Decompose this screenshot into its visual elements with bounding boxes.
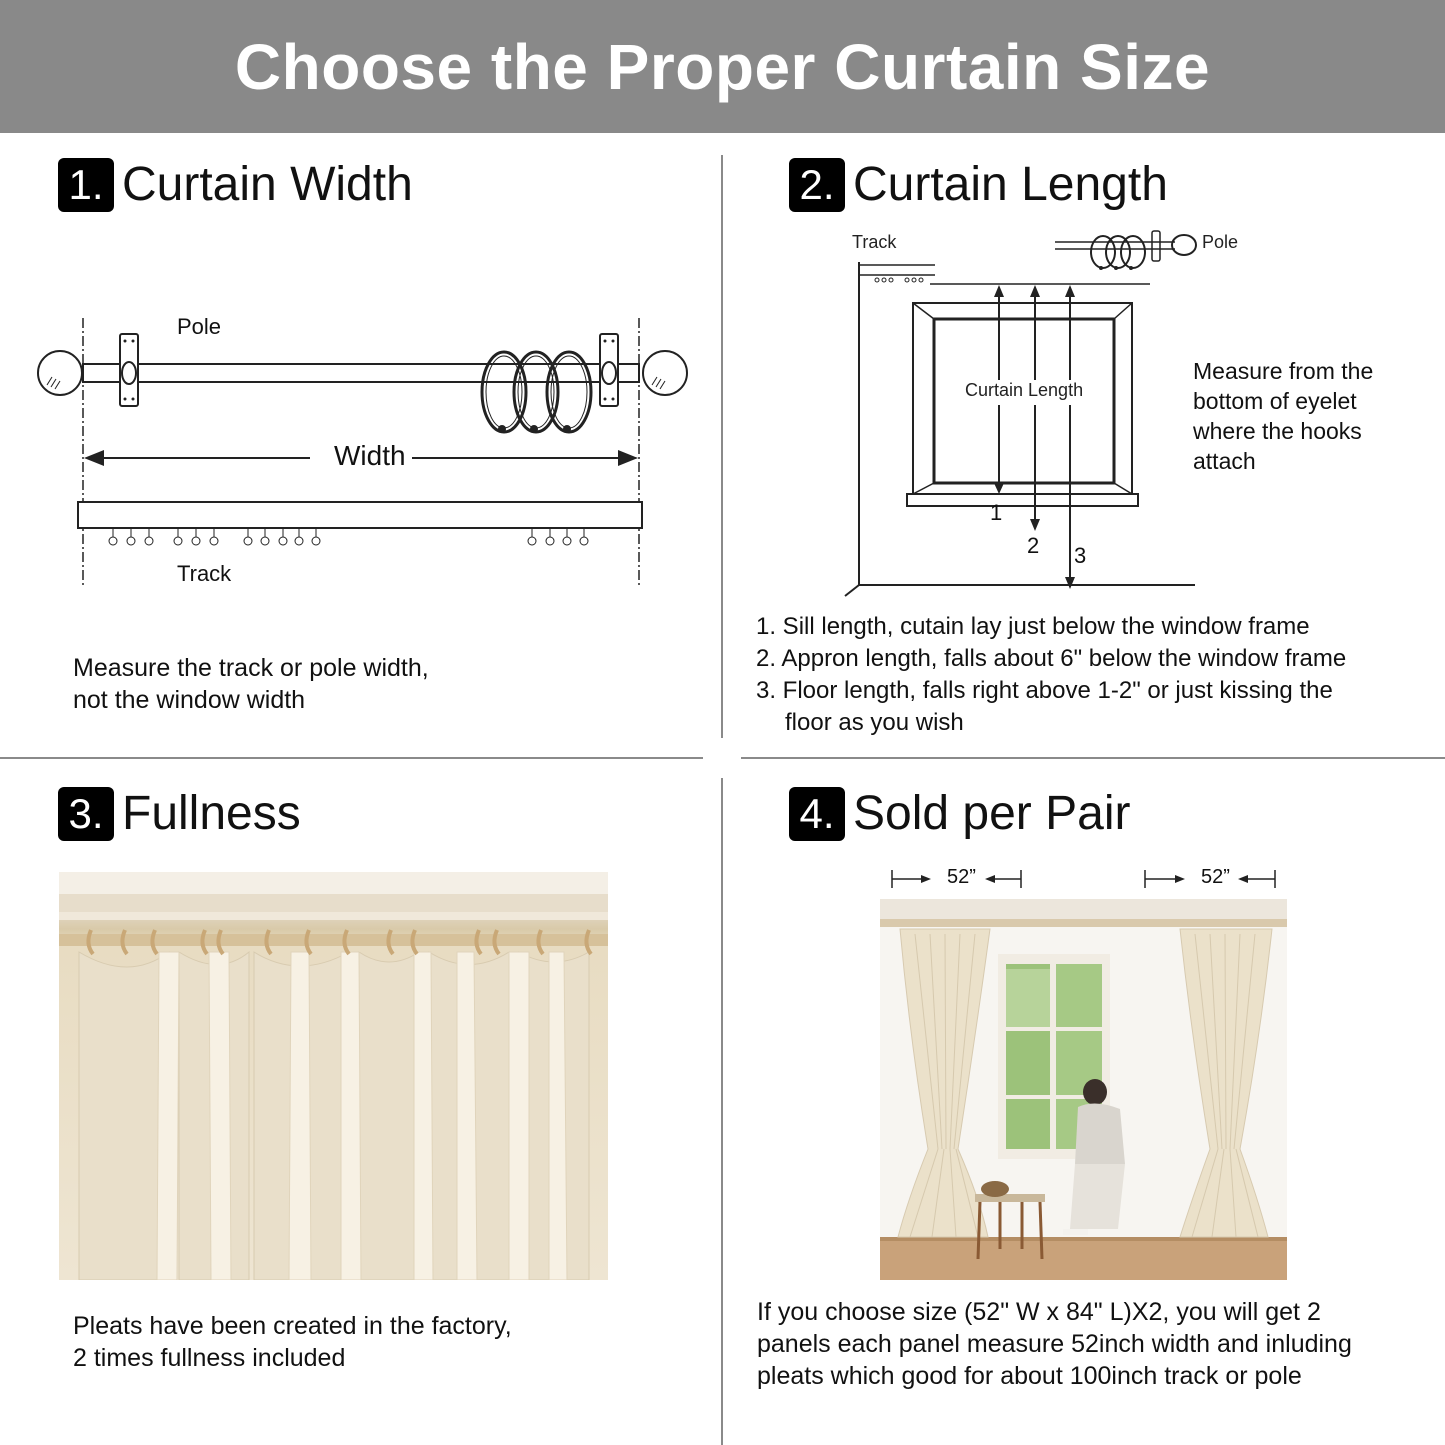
note-line: Measure from the xyxy=(1193,358,1374,384)
marker-floor: 3 xyxy=(1074,543,1087,568)
fullness-description xyxy=(73,1310,512,1374)
left-panel-width: 52” xyxy=(947,866,976,888)
description-line: Measure the track or pole width, xyxy=(73,654,429,682)
curtain-length-label: Curtain Length xyxy=(965,380,1084,400)
description-line: not the window width xyxy=(73,686,306,714)
note-line: where the hooks xyxy=(1193,418,1362,444)
list-item: floor as you wish xyxy=(785,709,964,736)
note-line: attach xyxy=(1193,448,1256,474)
description-line: 2 times fullness included xyxy=(73,1344,346,1372)
room-curtains-photo xyxy=(880,899,1287,1280)
list-item: 2. Appron length, falls about 6" below the window frame xyxy=(756,645,1347,672)
step-number-badge: 1. xyxy=(58,158,114,212)
description-line: pleats which good for about 100inch track or pole xyxy=(757,1362,1302,1390)
track-label: Track xyxy=(852,232,897,252)
list-item: 3. Floor length, falls right above 1-2" or just kissing the xyxy=(756,677,1333,704)
description-line: Pleats have been created in the factory, xyxy=(73,1312,512,1340)
description-line: If you choose size (52" W x 84" L)X2, you will get 2 xyxy=(757,1298,1321,1326)
list-item: 1. Sill length, cutain lay just below the window frame xyxy=(756,613,1310,640)
pleated-curtain-photo xyxy=(59,872,608,1280)
marker-apron: 2 xyxy=(1027,533,1040,558)
section-heading: Fullness xyxy=(122,787,301,840)
page-title: Choose the Proper Curtain Size xyxy=(234,30,1211,103)
section-heading: Curtain Length xyxy=(853,158,1168,211)
sold-per-pair-description xyxy=(757,1296,1352,1392)
pole-label: Pole xyxy=(177,314,222,339)
right-panel-width: 52” xyxy=(1201,866,1230,888)
step-number-badge: 4. xyxy=(789,787,845,841)
width-label: Width xyxy=(334,440,406,471)
section-heading: Curtain Width xyxy=(122,158,413,211)
pole-label: Pole xyxy=(1202,232,1239,252)
description-line: panels each panel measure 52inch width and inluding xyxy=(757,1330,1352,1358)
note-line: bottom of eyelet xyxy=(1193,388,1357,414)
step-number-badge: 2. xyxy=(789,158,845,212)
step-number-badge: 3. xyxy=(58,787,114,841)
marker-sill: 1 xyxy=(990,500,1003,525)
track-label: Track xyxy=(177,561,232,586)
section-heading: Sold per Pair xyxy=(853,787,1131,840)
